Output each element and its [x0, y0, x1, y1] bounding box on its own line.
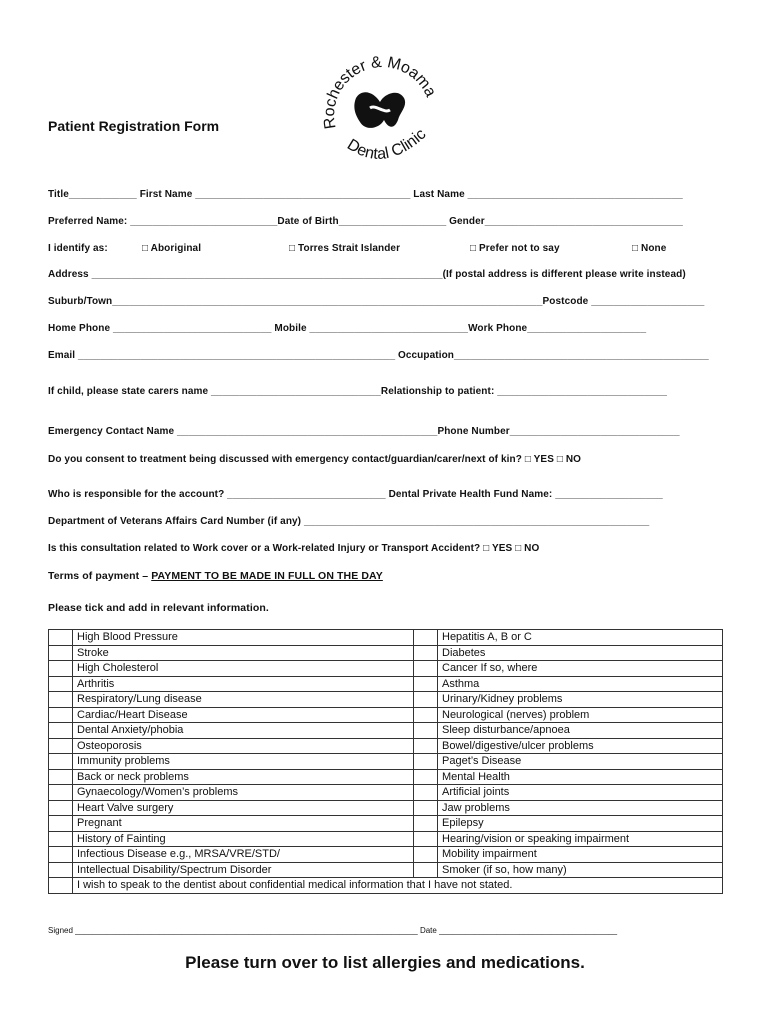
option-torres-strait[interactable]: □ Torres Strait Islander — [289, 243, 401, 254]
clinic-logo — [318, 50, 448, 180]
condition-label: Hearing/vision or speaking impairment — [438, 831, 723, 847]
condition-label: Mental Health — [438, 769, 723, 785]
tick-box[interactable] — [49, 645, 73, 661]
tick-box[interactable] — [49, 738, 73, 754]
tick-box[interactable] — [414, 862, 438, 878]
tick-box[interactable] — [49, 831, 73, 847]
tick-box[interactable] — [414, 754, 438, 770]
conditions-table — [48, 629, 723, 894]
carer-row[interactable]: If child, please state carers name ______________________________Relationship to patient: ______________________________ — [48, 386, 668, 397]
condition-label: Pregnant — [73, 816, 414, 832]
condition-row — [49, 800, 723, 816]
condition-label: Stroke — [73, 645, 414, 661]
condition-label: High Blood Pressure — [73, 630, 414, 646]
tick-box[interactable] — [414, 630, 438, 646]
logo-text-top: Rochester & Moama — [321, 53, 439, 131]
tick-box[interactable] — [49, 754, 73, 770]
condition-label: Infectious Disease e.g., MRSA/VRE/STD/ — [73, 847, 414, 863]
terms-of-payment — [48, 570, 383, 582]
terms-label: Terms of payment – — [48, 570, 152, 582]
email-row[interactable]: Email ________________________________________________________ Occupation_____________________________________________ — [48, 350, 709, 361]
condition-label: Cardiac/Heart Disease — [73, 707, 414, 723]
condition-label: Arthritis — [73, 676, 414, 692]
emergency-contact-row[interactable]: Emergency Contact Name ______________________________________________Phone Number______________________________ — [48, 426, 680, 437]
condition-row — [49, 754, 723, 770]
condition-label: Asthma — [438, 676, 723, 692]
tick-box[interactable] — [49, 676, 73, 692]
condition-label: Bowel/digestive/ulcer problems — [438, 738, 723, 754]
form-title: Patient Registration Form — [48, 118, 220, 134]
condition-label: Neurological (nerves) problem — [438, 707, 723, 723]
tick-box[interactable] — [414, 800, 438, 816]
tick-box[interactable] — [414, 723, 438, 739]
preferred-name-row[interactable]: Preferred Name: __________________________Date of Birth___________________ Gender___________________________________ — [48, 216, 683, 227]
tick-box[interactable] — [49, 723, 73, 739]
tick-box[interactable] — [414, 785, 438, 801]
condition-label: Jaw problems — [438, 800, 723, 816]
condition-row — [49, 831, 723, 847]
tick-box[interactable] — [414, 692, 438, 708]
tick-box[interactable] — [49, 800, 73, 816]
tick-box[interactable] — [49, 816, 73, 832]
condition-row — [49, 707, 723, 723]
condition-row — [49, 630, 723, 646]
condition-label: Osteoporosis — [73, 738, 414, 754]
condition-row — [49, 676, 723, 692]
condition-row — [49, 645, 723, 661]
tick-box[interactable] — [49, 769, 73, 785]
consent-row[interactable]: Do you consent to treatment being discussed with emergency contact/guardian/carer/next of kin? □ YES □ NO — [48, 454, 582, 465]
identify-label: I identify as: — [48, 243, 108, 254]
confidential-row — [49, 878, 723, 894]
suburb-row[interactable]: Suburb/Town____________________________________________________________________________Postcode ____________________ — [48, 296, 705, 307]
workcover-row[interactable]: Is this consultation related to Work cover or a Work-related Injury or Transport Accident? □ YES □ NO — [48, 543, 540, 554]
condition-row — [49, 692, 723, 708]
tick-box[interactable] — [49, 847, 73, 863]
svg-text:Dental Clinic — [344, 126, 429, 163]
condition-label: Dental Anxiety/phobia — [73, 723, 414, 739]
turn-over-note: Please turn over to list allergies and medications. — [185, 953, 585, 972]
condition-label: Back or neck problems — [73, 769, 414, 785]
option-aboriginal[interactable]: □ Aboriginal — [142, 243, 202, 254]
signed-line[interactable]: Signed _____________________________________________________________________________ Date ________________________________________ — [48, 926, 618, 935]
confidential-label: I wish to speak to the dentist about confidential medical information that I have not stated. — [73, 878, 723, 894]
condition-label: Mobility impairment — [438, 847, 723, 863]
condition-label: History of Fainting — [73, 831, 414, 847]
tick-box[interactable] — [49, 707, 73, 723]
condition-label: Heart Valve surgery — [73, 800, 414, 816]
condition-label: Artificial joints — [438, 785, 723, 801]
phone-row[interactable]: Home Phone ____________________________ Mobile ____________________________Work Phone_____________________ — [48, 323, 647, 334]
tick-box[interactable] — [49, 862, 73, 878]
condition-label: High Cholesterol — [73, 661, 414, 677]
tick-box[interactable] — [414, 816, 438, 832]
tick-box[interactable] — [414, 831, 438, 847]
condition-row — [49, 723, 723, 739]
tick-box[interactable] — [49, 630, 73, 646]
option-prefer-not[interactable]: □ Prefer not to say — [470, 243, 560, 254]
condition-row — [49, 769, 723, 785]
condition-label: Gynaecology/Women’s problems — [73, 785, 414, 801]
tick-box[interactable] — [414, 769, 438, 785]
logo-text-bottom: Dental Clinic — [344, 125, 430, 163]
condition-row — [49, 785, 723, 801]
option-none[interactable]: □ None — [632, 243, 667, 254]
terms-value: PAYMENT TO BE MADE IN FULL ON THE DAY — [151, 570, 383, 582]
condition-label: Intellectual Disability/Spectrum Disorder — [73, 862, 414, 878]
condition-label: Paget’s Disease — [438, 754, 723, 770]
condition-label: Hepatitis A, B or C — [438, 630, 723, 646]
tick-box[interactable] — [49, 878, 73, 894]
condition-label: Smoker (if so, how many) — [438, 862, 723, 878]
tick-box[interactable] — [414, 707, 438, 723]
tick-box[interactable] — [414, 738, 438, 754]
condition-row — [49, 862, 723, 878]
tick-box[interactable] — [49, 661, 73, 677]
address-row[interactable]: Address ______________________________________________________________(If postal address is different please write instead) — [48, 269, 686, 280]
name-row[interactable]: Title____________ First Name ______________________________________ Last Name ______________________________________ — [48, 189, 683, 200]
account-row[interactable]: Who is responsible for the account? ____________________________ Dental Private Health Fund Name: ___________________ — [48, 489, 663, 500]
condition-label: Immunity problems — [73, 754, 414, 770]
tick-box[interactable] — [414, 847, 438, 863]
condition-row — [49, 847, 723, 863]
condition-label: Cancer If so, where — [438, 661, 723, 677]
dva-row[interactable]: Department of Veterans Affairs Card Number (if any) _____________________________________________________________ — [48, 516, 650, 527]
tick-box[interactable] — [49, 692, 73, 708]
tick-instruction: Please tick and add in relevant information. — [48, 602, 269, 614]
condition-row — [49, 738, 723, 754]
condition-label: Sleep disturbance/apnoea — [438, 723, 723, 739]
condition-label: Urinary/Kidney problems — [438, 692, 723, 708]
condition-label: Epilepsy — [438, 816, 723, 832]
tick-box[interactable] — [414, 661, 438, 677]
condition-row — [49, 816, 723, 832]
tick-box[interactable] — [414, 676, 438, 692]
tick-box[interactable] — [414, 645, 438, 661]
condition-row — [49, 661, 723, 677]
condition-label: Respiratory/Lung disease — [73, 692, 414, 708]
tick-box[interactable] — [49, 785, 73, 801]
condition-label: Diabetes — [438, 645, 723, 661]
